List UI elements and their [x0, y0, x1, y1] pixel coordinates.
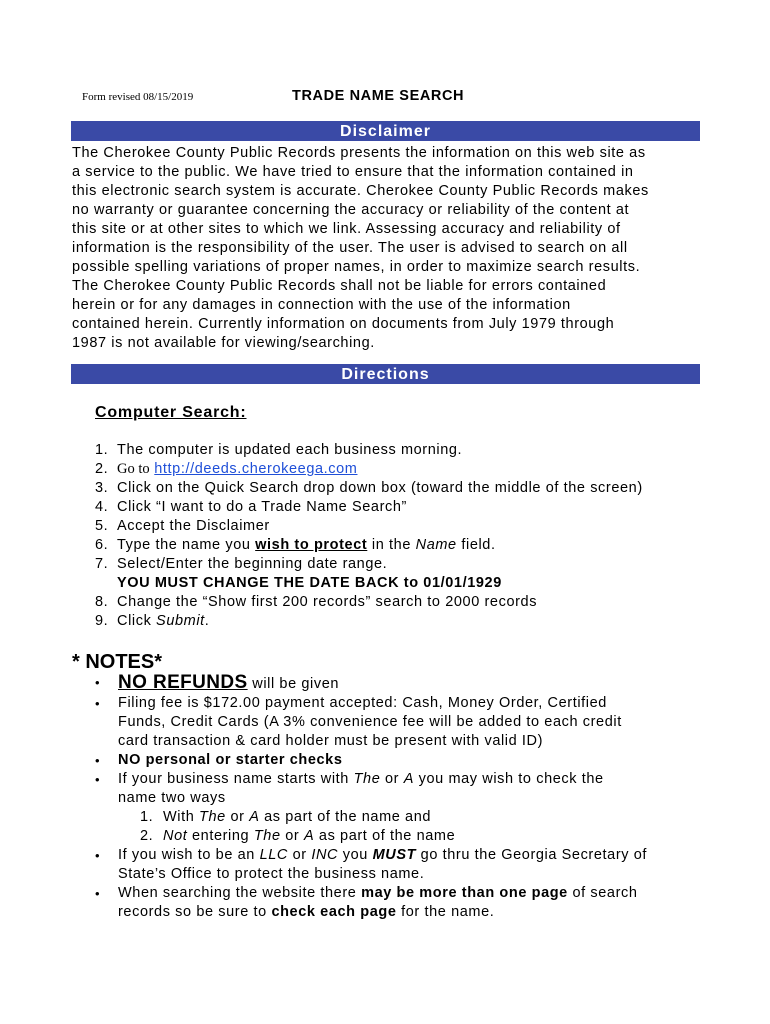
note-llc-inc	[95, 846, 715, 884]
form-revised-date: Form revised 08/15/2019	[82, 91, 194, 103]
step-text: Change the “Show first 200 records” search to 2000 records	[117, 594, 538, 610]
note-text: of search	[567, 885, 638, 901]
note-text: or	[380, 771, 404, 787]
note-text: or	[280, 828, 304, 844]
note-business-name	[95, 770, 715, 846]
note-italic: A	[249, 809, 260, 825]
date-warning: YOU MUST CHANGE THE DATE BACK to 01/01/1929	[117, 575, 502, 591]
note-italic: Not	[163, 828, 188, 844]
note-italic: LLC	[259, 847, 288, 863]
step-text	[117, 612, 209, 631]
disclaimer-line: a service to the public. We have tried to ensure that the information contained in	[72, 164, 634, 180]
step-1	[95, 441, 705, 460]
step-text: Accept the Disclaimer	[117, 518, 270, 534]
bullet-icon: •	[95, 886, 101, 901]
note-text: as part of the name	[314, 828, 456, 844]
bullet-icon: •	[95, 696, 101, 711]
note-text: NO personal or starter checks	[118, 752, 343, 768]
sub-number: 2.	[140, 828, 154, 844]
step-7	[95, 555, 705, 574]
note-emphasis: MUST	[372, 847, 417, 863]
disclaimer-line: no warranty or guarantee concerning the accuracy or reliability of the content at	[72, 202, 630, 218]
disclaimer-line: contained herein. Currently information on documents from July 1979 through	[72, 316, 615, 332]
notes-heading: * NOTES*	[72, 651, 163, 673]
note-emphasis: may be more than one page	[361, 885, 568, 901]
step-2	[95, 460, 705, 479]
step-text: The computer is updated each business morning.	[117, 442, 463, 458]
note-emphasis: check each page	[271, 904, 397, 920]
note-line: State’s Office to protect the business name.	[118, 866, 425, 882]
note-line: Funds, Credit Cards (A 3% convenience fee will be added to each credit	[118, 714, 622, 730]
disclaimer-line: 1987 is not available for viewing/searching.	[72, 335, 375, 351]
bullet-icon: •	[95, 753, 101, 768]
disclaimer-line: The Cherokee County Public Records presents the information on this web site as	[72, 145, 646, 161]
note-no-checks	[95, 751, 715, 770]
deeds-website-link[interactable]: http://deeds.cherokeega.com	[154, 461, 358, 477]
disclaimer-text	[72, 144, 702, 353]
bullet-icon: •	[95, 848, 101, 863]
note-text: for the name.	[396, 904, 495, 920]
step-9	[95, 612, 705, 631]
step-text-part: field.	[456, 537, 496, 553]
note-text: If you wish to be an	[118, 847, 260, 863]
sub-item-1	[140, 808, 604, 827]
step-number: 9.	[95, 613, 109, 629]
note-italic: The	[253, 828, 281, 844]
note-filing-fee	[95, 694, 715, 751]
step-text: Select/Enter the beginning date range.	[117, 556, 388, 572]
note-text: you may wish to check the	[414, 771, 604, 787]
note-text: or	[225, 809, 250, 825]
step-number: 4.	[95, 499, 109, 515]
step-italic: Name	[415, 537, 457, 553]
note-text: With	[163, 809, 200, 825]
note-italic: The	[199, 809, 226, 825]
step-number: 8.	[95, 594, 109, 610]
step-text-part: Type the name you	[117, 537, 256, 553]
sub-item-2	[140, 827, 604, 846]
disclaimer-heading: Disclaimer	[71, 121, 700, 141]
step-text-part: .	[204, 613, 210, 629]
disclaimer-line: this site or at other sites to which we link. Assessing accuracy and reliability of	[72, 221, 621, 237]
note-italic: The	[353, 771, 381, 787]
step-number: 1.	[95, 442, 109, 458]
computer-search-heading: Computer Search:	[95, 404, 247, 421]
step-number: 7.	[95, 556, 109, 572]
disclaimer-line: this electronic search system is accurate. Cherokee County Public Records makes	[72, 183, 649, 199]
step-number: 5.	[95, 518, 109, 534]
note-text: records so be sure to	[118, 904, 272, 920]
step-text: Click on the Quick Search drop down box (toward the middle of the screen)	[117, 480, 643, 496]
note-text: as part of the name and	[259, 809, 432, 825]
no-refunds-label: NO REFUNDS	[118, 672, 248, 693]
step-text	[117, 536, 496, 555]
step-text-part: in the	[367, 537, 416, 553]
bullet-icon: •	[95, 675, 101, 690]
notes-list	[95, 673, 715, 922]
note-line: Filing fee is $172.00 payment accepted: Cash, Money Order, Certified	[118, 695, 607, 711]
note-text: you	[338, 847, 373, 863]
sub-number: 1.	[140, 809, 154, 825]
note-italic: INC	[311, 847, 339, 863]
step-text-part: Click	[117, 613, 157, 629]
document-title: TRADE NAME SEARCH	[292, 88, 465, 104]
step-5	[95, 517, 705, 536]
directions-heading: Directions	[71, 364, 700, 384]
step-text: Click “I want to do a Trade Name Search”	[117, 499, 407, 515]
step-emphasis: wish to protect	[255, 537, 368, 553]
note-line: name two ways	[118, 790, 226, 806]
note-text: entering	[187, 828, 254, 844]
step-italic: Submit	[156, 613, 205, 629]
directions-steps	[95, 441, 705, 631]
note-no-refunds	[95, 673, 715, 694]
step-8	[95, 593, 705, 612]
note-text: When searching the website there	[118, 885, 362, 901]
disclaimer-line: herein or for any damages in connection with the use of the information	[72, 297, 571, 313]
bullet-icon: •	[95, 772, 101, 787]
note-italic: A	[304, 828, 315, 844]
step-4	[95, 498, 705, 517]
disclaimer-line: The Cherokee County Public Records shall not be liable for errors contained	[72, 278, 607, 294]
step-text: Go to	[117, 461, 150, 477]
step-6	[95, 536, 705, 555]
note-text: will be given	[247, 676, 340, 692]
step-3	[95, 479, 705, 498]
step-7-emphasis	[95, 574, 705, 593]
disclaimer-line: possible spelling variations of proper names, in order to maximize search results.	[72, 259, 641, 275]
step-number: 3.	[95, 480, 109, 496]
note-text: If your business name starts with	[118, 771, 354, 787]
note-text: or	[287, 847, 312, 863]
note-multiple-pages	[95, 884, 715, 922]
note-line: card transaction & card holder must be present with valid ID)	[118, 733, 544, 749]
step-number: 2.	[95, 461, 109, 477]
note-italic: A	[403, 771, 415, 787]
step-number: 6.	[95, 537, 109, 553]
disclaimer-line: information is the responsibility of the user. The user is advised to search on all	[72, 240, 628, 256]
note-text: go thru the Georgia Secretary of	[416, 847, 648, 863]
